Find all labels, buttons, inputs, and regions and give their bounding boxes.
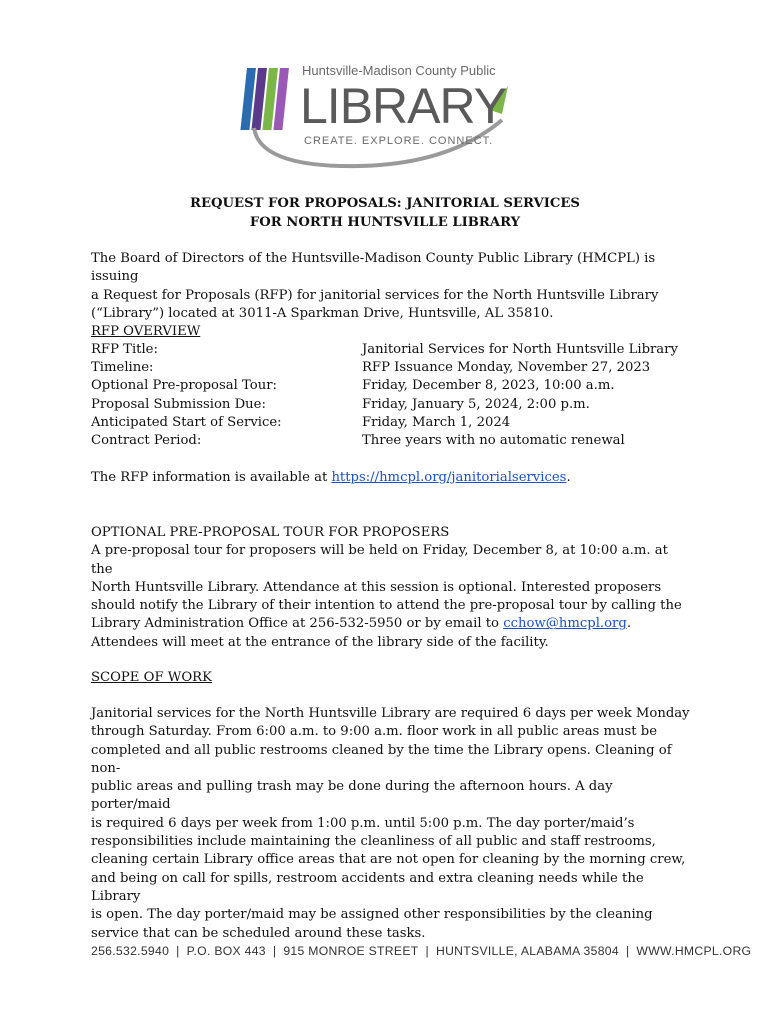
scope-line: is open. The day porter/maid may be assigned other responsibilities by the cleaning	[91, 907, 653, 923]
tour-heading: OPTIONAL PRE-PROPOSAL TOUR FOR PROPOSERS	[91, 525, 450, 540]
library-logo	[240, 58, 520, 173]
overview-value: RFP Issuance Monday, November 27, 2023	[362, 360, 651, 375]
tour-line-4-prefix: Library Administration Office at 256-532-5950 or by email to	[91, 616, 504, 632]
scope-line: service that can be scheduled around these tasks.	[91, 925, 426, 941]
scope-line: completed and all public restrooms cleaned by the time the Library opens. Cleaning of non-	[91, 742, 672, 776]
document-title-line-1: REQUEST FOR PROPOSALS: JANITORIAL SERVICES	[190, 196, 580, 211]
footer-separator: |	[425, 944, 429, 958]
scope-paragraph	[91, 705, 691, 943]
logo-wordmark: LIBRARY	[300, 78, 507, 134]
scope-line: Janitorial services for the North Huntsville Library are required 6 days per week Monday	[91, 706, 690, 721]
scope-line: public areas and pulling trash may be done during the afternoon hours. A day porter/maid	[91, 779, 613, 813]
overview-value: Friday, March 1, 2024	[362, 415, 511, 430]
overview-heading: RFP OVERVIEW	[91, 324, 201, 339]
scope-line: through Saturday. From 6:00 a.m. to 9:00 a.m. floor work in all public areas must be	[91, 724, 658, 740]
logo-tagline: CREATE. EXPLORE. CONNECT.	[304, 135, 494, 147]
rfp-info-link[interactable]: https://hmcpl.org/janitorialservices	[331, 470, 567, 485]
tour-section	[91, 524, 691, 652]
overview-value: Three years with no automatic renewal	[362, 433, 625, 448]
scope-heading: SCOPE OF WORK	[91, 670, 212, 685]
tour-line	[91, 615, 691, 633]
overview-label: Proposal Submission Due:	[91, 397, 266, 412]
tour-line: Attendees will meet at the entrance of the library side of the facility.	[91, 634, 549, 650]
tour-line: should notify the Library of their intention to attend the pre-proposal tour by calling the	[91, 598, 682, 614]
footer-separator: |	[176, 944, 180, 958]
tour-line: A pre-proposal tour for proposers will be held on Friday, December 8, at 10:00 a.m. at the	[91, 543, 668, 577]
footer-separator: |	[272, 944, 277, 958]
rfp-info-prefix: The RFP information is available at	[91, 470, 332, 485]
scope-line: is required 6 days per week from 1:00 p.m. until 5:00 p.m. The day porter/maid’s	[91, 815, 635, 831]
tour-email-link[interactable]: cchow@hmcpl.org	[503, 616, 627, 632]
footer-website: WWW.HMCPL.ORG	[636, 944, 752, 958]
overview-label: Contract Period:	[91, 433, 202, 448]
scope-line: and being on call for spills, restroom accidents and extra cleaning needs while the Library	[91, 870, 644, 904]
footer-phone: 256.532.5940	[91, 944, 170, 958]
footer-city: HUNTSVILLE, ALABAMA 35804	[435, 944, 619, 958]
overview-value: Friday, January 5, 2024, 2:00 p.m.	[362, 397, 590, 412]
overview-value: Friday, December 8, 2023, 10:00 a.m.	[362, 378, 615, 393]
document-title-line-2: FOR NORTH HUNTSVILLE LIBRARY	[249, 215, 521, 230]
footer-street: 915 MONROE STREET	[283, 944, 419, 958]
address-footer	[91, 944, 752, 958]
intro-line: (“Library”) located at 3011-A Sparkman Drive, Huntsville, AL 35810.	[91, 305, 554, 321]
logo-org-line: Huntsville-Madison County Public	[302, 63, 496, 78]
tour-line-4-suffix: .	[626, 616, 632, 632]
intro-paragraph	[91, 250, 691, 323]
footer-po-box: P.O. BOX 443	[186, 944, 266, 958]
tour-line: North Huntsville Library. Attendance at this session is optional. Interested proposers	[91, 579, 662, 595]
overview-label: Optional Pre-proposal Tour:	[91, 378, 277, 393]
intro-line: a Request for Proposals (RFP) for janitorial services for the North Huntsville Library	[91, 287, 659, 303]
overview-label: RFP Title:	[91, 342, 158, 357]
intro-line: The Board of Directors of the Huntsville-Madison County Public Library (HMCPL) is issuing	[91, 251, 656, 285]
scope-line: cleaning certain Library office areas that are not open for cleaning by the morning crew,	[91, 852, 686, 868]
rfp-info-line	[91, 469, 691, 487]
footer-separator: |	[625, 944, 630, 958]
overview-value: Janitorial Services for North Huntsville Library	[362, 342, 678, 357]
rfp-info-suffix: .	[566, 470, 571, 485]
overview-label: Anticipated Start of Service:	[91, 415, 282, 430]
scope-line: responsibilities include maintaining the cleanliness of all public and staff restrooms,	[91, 834, 656, 850]
library-logo-graphic	[240, 58, 520, 173]
overview-label: Timeline:	[91, 360, 154, 375]
